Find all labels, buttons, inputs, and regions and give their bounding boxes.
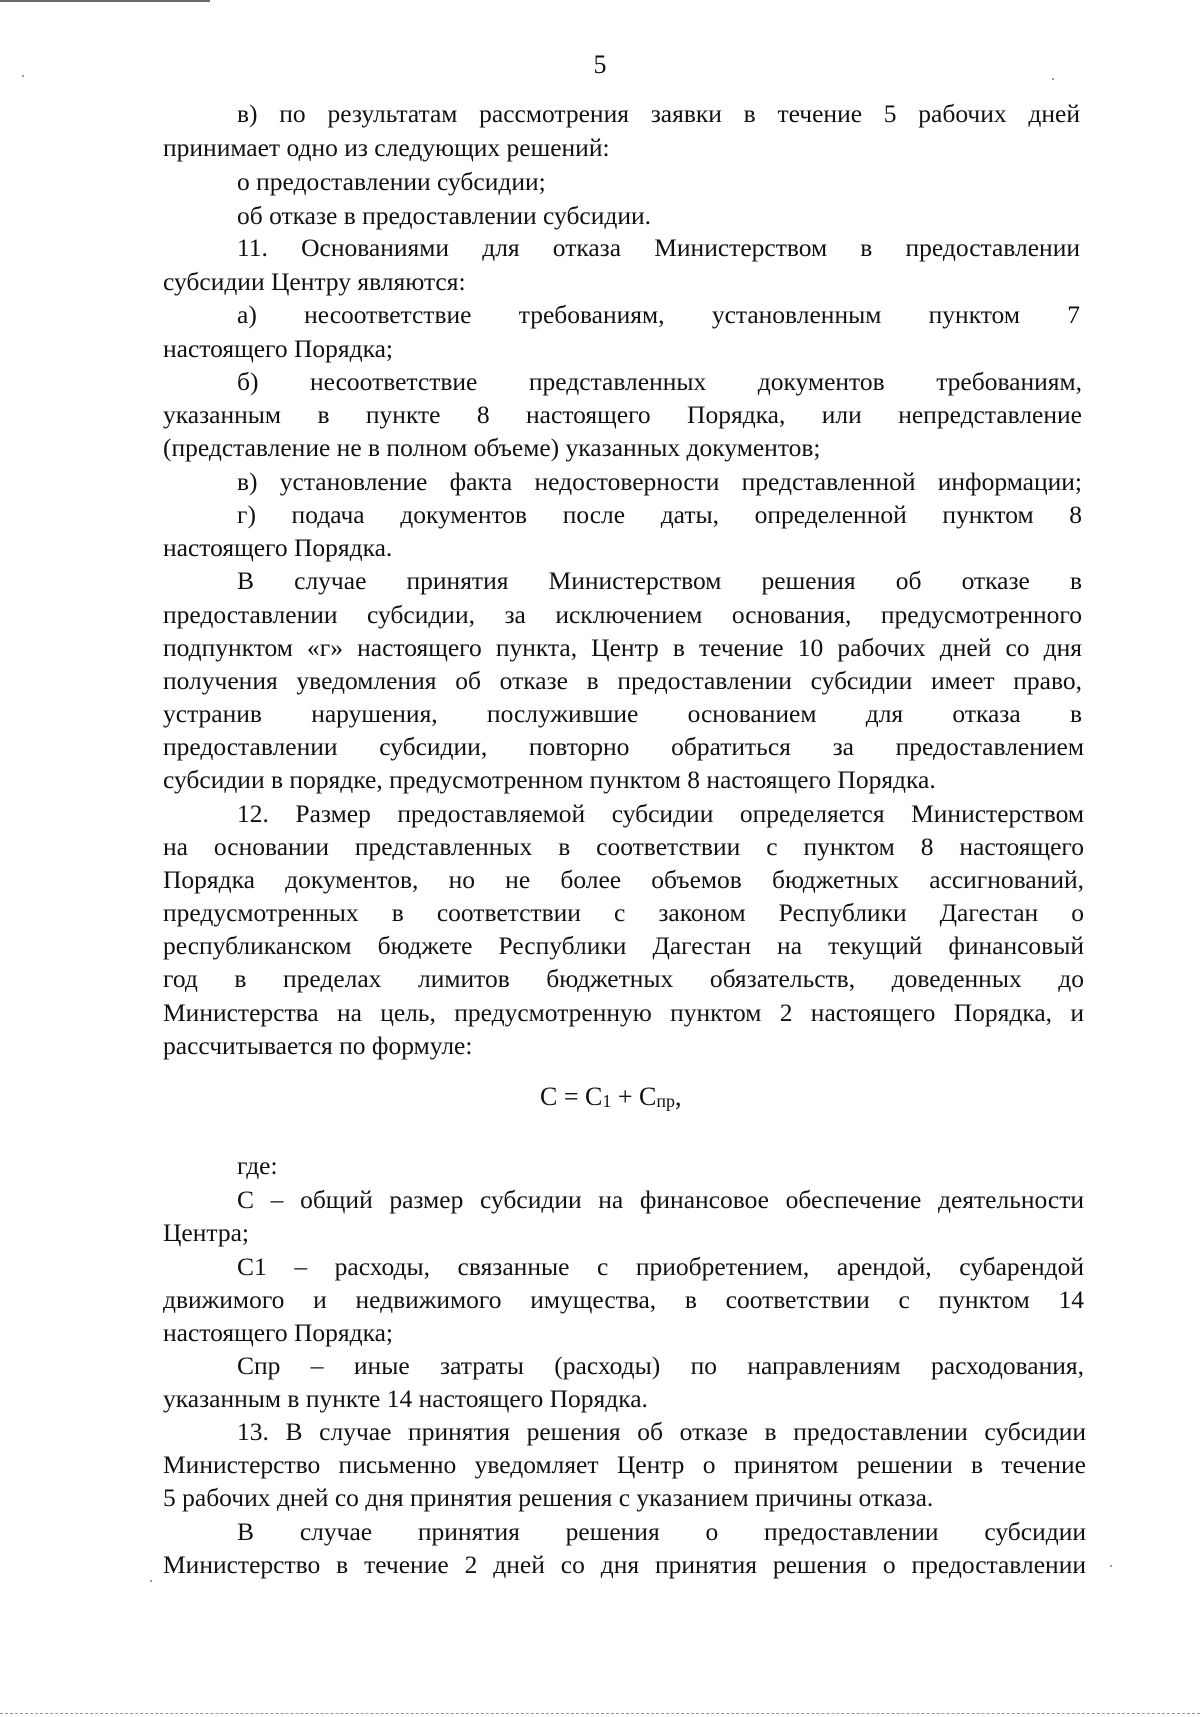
text-line: предусмотренных в соответствии с законом Республики Дагестан о — [163, 898, 1084, 927]
text-line: республиканском бюджете Республики Дагестан на текущий финансовый — [163, 931, 1084, 960]
text-line: настоящего Порядка; — [163, 334, 394, 363]
subsidy-formula — [540, 1080, 682, 1118]
text-line: настоящего Порядка. — [163, 533, 393, 562]
text-line: подпунктом «г» настоящего пункта, Центр в течение 10 рабочих дней со дня — [163, 633, 1082, 662]
text-line: в) по результатам рассмотрения заявки в течение 5 рабочих дней — [237, 99, 1080, 128]
bottom-border-line — [0, 1713, 1200, 1714]
text-line: 12. Размер предоставляемой субсидии определяется Министерством — [237, 799, 1084, 828]
text-line: субсидии в порядке, предусмотренном пунктом 8 настоящего Порядка. — [163, 765, 936, 794]
text-line: субсидии Центру являются: — [163, 267, 466, 296]
text-line: Министерство в течение 2 дней со дня принятия решения о предоставлении — [163, 1550, 1086, 1579]
formula-subscript-1: 1 — [602, 1091, 612, 1111]
text-line: получения уведомления об отказе в предоставлении субсидии имеет право, — [163, 666, 1082, 695]
text-line: Министерства на цель, предусмотренную пунктом 2 настоящего Порядка, и — [163, 998, 1084, 1027]
scan-speck — [150, 1580, 152, 1582]
scan-speck — [1110, 1565, 1112, 1567]
text-line: Министерство письменно уведомляет Центр о принятом решении в течение — [163, 1450, 1086, 1479]
text-line: предоставлении субсидии, повторно обратиться за предоставлением — [163, 732, 1084, 761]
text-line: где: — [237, 1151, 278, 1180]
text-line: движимого и недвижимого имущества, в соответствии с пунктом 14 — [163, 1285, 1084, 1314]
text-line: о предоставлении субсидии; — [237, 167, 546, 196]
scan-speck — [1052, 78, 1054, 80]
text-line: устранив нарушения, послужившие основанием для отказа в — [163, 699, 1082, 728]
text-line: В случае принятия решения о предоставлении субсидии — [237, 1517, 1086, 1546]
text-line: указанным в пункте 14 настоящего Порядка. — [163, 1384, 648, 1413]
text-line: в) установление факта недостоверности представленной информации; — [237, 467, 1082, 496]
formula-tail: , — [675, 1082, 682, 1111]
text-line: (представление не в полном объеме) указанных документов; — [163, 433, 821, 462]
text-line: б) несоответствие представленных документов требованиям, — [237, 367, 1082, 396]
text-line: об отказе в предоставлении субсидии. — [237, 201, 652, 230]
text-line: С1 – расходы, связанные с приобретением, арендой, субарендой — [237, 1252, 1084, 1281]
formula-plus: + С — [611, 1082, 657, 1111]
text-line: настоящего Порядка; — [163, 1318, 394, 1347]
scan-speck — [22, 75, 24, 77]
text-line: Центра; — [163, 1218, 249, 1247]
formula-subscript-pr: пр — [656, 1091, 676, 1111]
text-line: С – общий размер субсидии на финансовое обеспечение деятельности — [237, 1185, 1084, 1214]
text-line: Спр – иные затраты (расходы) по направлениям расходования, — [237, 1351, 1084, 1380]
text-line: г) подача документов после даты, определенной пунктом 8 — [237, 500, 1082, 529]
text-line: принимает одно из следующих решений: — [163, 133, 610, 162]
text-line: указанным в пункте 8 настоящего Порядка, или непредставление — [163, 400, 1082, 429]
text-line: на основании представленных в соответствии с пунктом 8 настоящего — [163, 832, 1084, 861]
text-line: В случае принятия Министерством решения об отказе в — [237, 566, 1082, 595]
text-line: Порядка документов, но не более объемов бюджетных ассигнований, — [163, 865, 1084, 894]
text-line: а) несоответствие требованиям, установленным пунктом 7 — [237, 300, 1080, 329]
text-line: рассчитывается по формуле: — [163, 1031, 473, 1060]
top-border-line — [0, 0, 210, 2]
text-line: год в пределах лимитов бюджетных обязательств, доведенных до — [163, 964, 1084, 993]
text-line: предоставлении субсидии, за исключением основания, предусмотренного — [163, 600, 1082, 629]
text-line: 5 рабочих дней со дня принятия решения с указанием причины отказа. — [163, 1483, 934, 1512]
text-line: 11. Основаниями для отказа Министерством в предоставлении — [237, 233, 1080, 262]
formula-lhs: С = С — [540, 1082, 603, 1111]
text-line: 13. В случае принятия решения об отказе в предоставлении субсидии — [237, 1417, 1086, 1446]
page-number: 5 — [593, 50, 607, 79]
